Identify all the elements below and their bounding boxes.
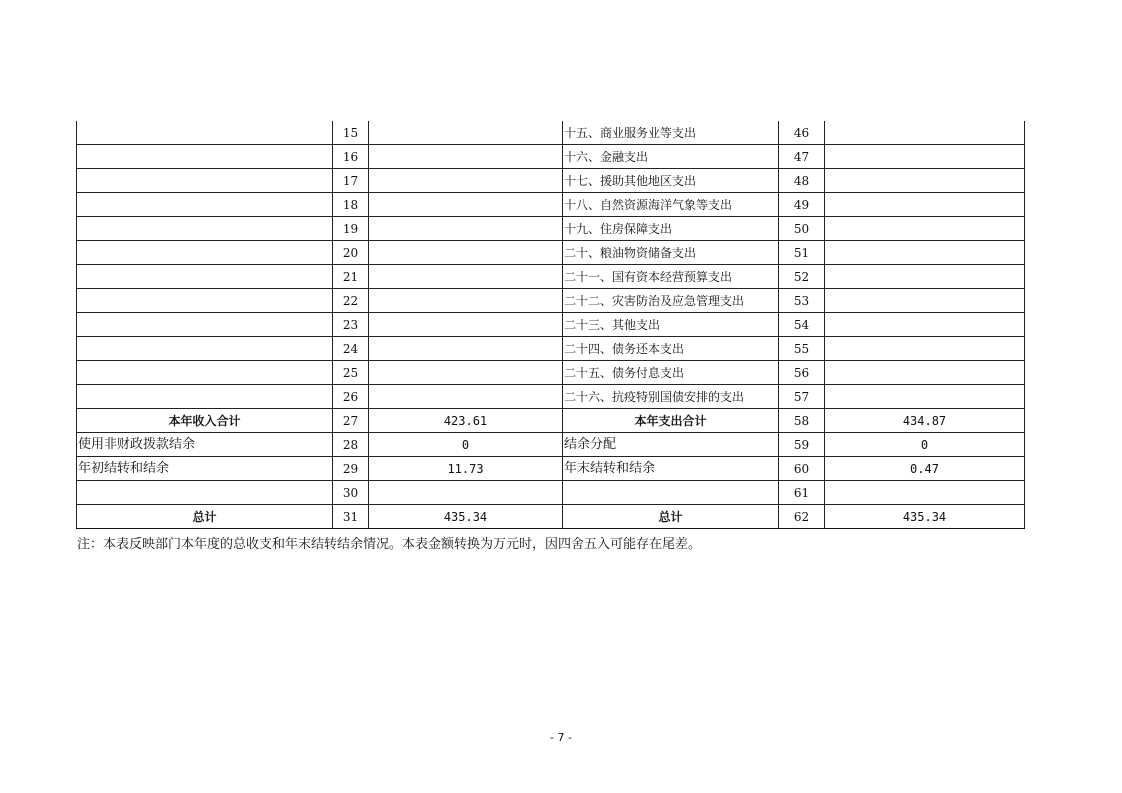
table-row [77,241,1025,265]
expense-item: 二十三、其他支出 [563,313,779,337]
expense-line-number: 48 [779,169,825,193]
table-row [77,289,1025,313]
income-item [77,385,333,409]
income-label: 本年收入合计 [77,409,333,433]
income-item [77,241,333,265]
expense-amount [825,241,1025,265]
table-row [77,265,1025,289]
expense-amount [825,193,1025,217]
expense-line-number: 49 [779,193,825,217]
income-line-number: 18 [333,193,369,217]
income-item [77,121,333,145]
expense-line-number: 46 [779,121,825,145]
expense-label [563,481,779,505]
expense-amount [825,313,1025,337]
income-amount [369,265,563,289]
income-amount [369,241,563,265]
expense-line-number: 47 [779,145,825,169]
expense-item: 二十五、债务付息支出 [563,361,779,385]
expense-line-number: 62 [779,505,825,529]
income-item [77,217,333,241]
expense-item: 十七、援助其他地区支出 [563,169,779,193]
income-label: 年初结转和结余 [77,457,333,481]
expense-amount: 434.87 [825,409,1025,433]
table-row [77,337,1025,361]
income-line-number: 30 [333,481,369,505]
expense-line-number: 59 [779,433,825,457]
expense-line-number: 56 [779,361,825,385]
income-item [77,289,333,313]
budget-summary-table [76,121,1025,529]
grand-total-row [77,505,1025,529]
expense-item: 十九、住房保障支出 [563,217,779,241]
non-fiscal-balance-row [77,433,1025,457]
expense-item: 二十二、灾害防治及应急管理支出 [563,289,779,313]
expense-line-number: 52 [779,265,825,289]
income-amount [369,481,563,505]
expense-label: 结余分配 [563,433,779,457]
income-line-number: 31 [333,505,369,529]
expense-item: 二十四、债务还本支出 [563,337,779,361]
income-line-number: 17 [333,169,369,193]
expense-item: 十八、自然资源海洋气象等支出 [563,193,779,217]
income-amount [369,361,563,385]
expense-amount [825,289,1025,313]
income-line-number: 24 [333,337,369,361]
table-body [77,121,1025,529]
table-footnote: 注：本表反映部门本年度的总收支和年末结转结余情况。本表金额转换为万元时，因四舍五入可能存在尾差。 [77,537,702,552]
expense-amount [825,385,1025,409]
carryover-row [77,457,1025,481]
table-row [77,361,1025,385]
expense-amount [825,145,1025,169]
income-amount [369,313,563,337]
income-amount: 11.73 [369,457,563,481]
income-amount [369,145,563,169]
expense-amount [825,481,1025,505]
income-label: 总计 [77,505,333,529]
expense-line-number: 51 [779,241,825,265]
income-line-number: 23 [333,313,369,337]
expense-amount: 435.34 [825,505,1025,529]
expense-item: 二十、粮油物资储备支出 [563,241,779,265]
income-amount [369,217,563,241]
expense-line-number: 54 [779,313,825,337]
expense-label: 本年支出合计 [563,409,779,433]
expense-item: 二十一、国有资本经营预算支出 [563,265,779,289]
expense-item: 二十六、抗疫特别国债安排的支出 [563,385,779,409]
annual-total-row [77,409,1025,433]
blank-row [77,481,1025,505]
income-amount: 0 [369,433,563,457]
expense-item: 十六、金融支出 [563,145,779,169]
income-item [77,337,333,361]
expense-line-number: 58 [779,409,825,433]
expense-line-number: 50 [779,217,825,241]
income-line-number: 25 [333,361,369,385]
table-row [77,145,1025,169]
income-line-number: 22 [333,289,369,313]
table-row [77,169,1025,193]
income-amount [369,121,563,145]
income-line-number: 28 [333,433,369,457]
expense-line-number: 60 [779,457,825,481]
table-row [77,217,1025,241]
income-line-number: 26 [333,385,369,409]
table-row [77,385,1025,409]
expense-line-number: 55 [779,337,825,361]
expense-amount [825,169,1025,193]
expense-line-number: 57 [779,385,825,409]
expense-amount [825,265,1025,289]
expense-amount: 0.47 [825,457,1025,481]
expense-amount [825,361,1025,385]
income-amount [369,337,563,361]
table-row [77,121,1025,145]
income-label [77,481,333,505]
income-line-number: 21 [333,265,369,289]
income-amount [369,289,563,313]
expense-line-number: 61 [779,481,825,505]
income-amount: 435.34 [369,505,563,529]
expense-amount [825,121,1025,145]
expense-item: 十五、商业服务业等支出 [563,121,779,145]
income-line-number: 16 [333,145,369,169]
income-line-number: 15 [333,121,369,145]
income-amount [369,169,563,193]
table-row [77,193,1025,217]
expense-line-number: 53 [779,289,825,313]
income-line-number: 19 [333,217,369,241]
income-line-number: 27 [333,409,369,433]
income-line-number: 20 [333,241,369,265]
income-amount [369,385,563,409]
expense-amount [825,217,1025,241]
income-item [77,313,333,337]
expense-label: 总计 [563,505,779,529]
expense-amount [825,337,1025,361]
income-line-number: 29 [333,457,369,481]
income-item [77,361,333,385]
expense-amount: 0 [825,433,1025,457]
page-number: - 7 - [550,731,572,744]
income-amount [369,193,563,217]
income-item [77,193,333,217]
expense-label: 年末结转和结余 [563,457,779,481]
income-amount: 423.61 [369,409,563,433]
income-item [77,265,333,289]
table-row [77,313,1025,337]
income-label: 使用非财政拨款结余 [77,433,333,457]
income-item [77,169,333,193]
income-item [77,145,333,169]
